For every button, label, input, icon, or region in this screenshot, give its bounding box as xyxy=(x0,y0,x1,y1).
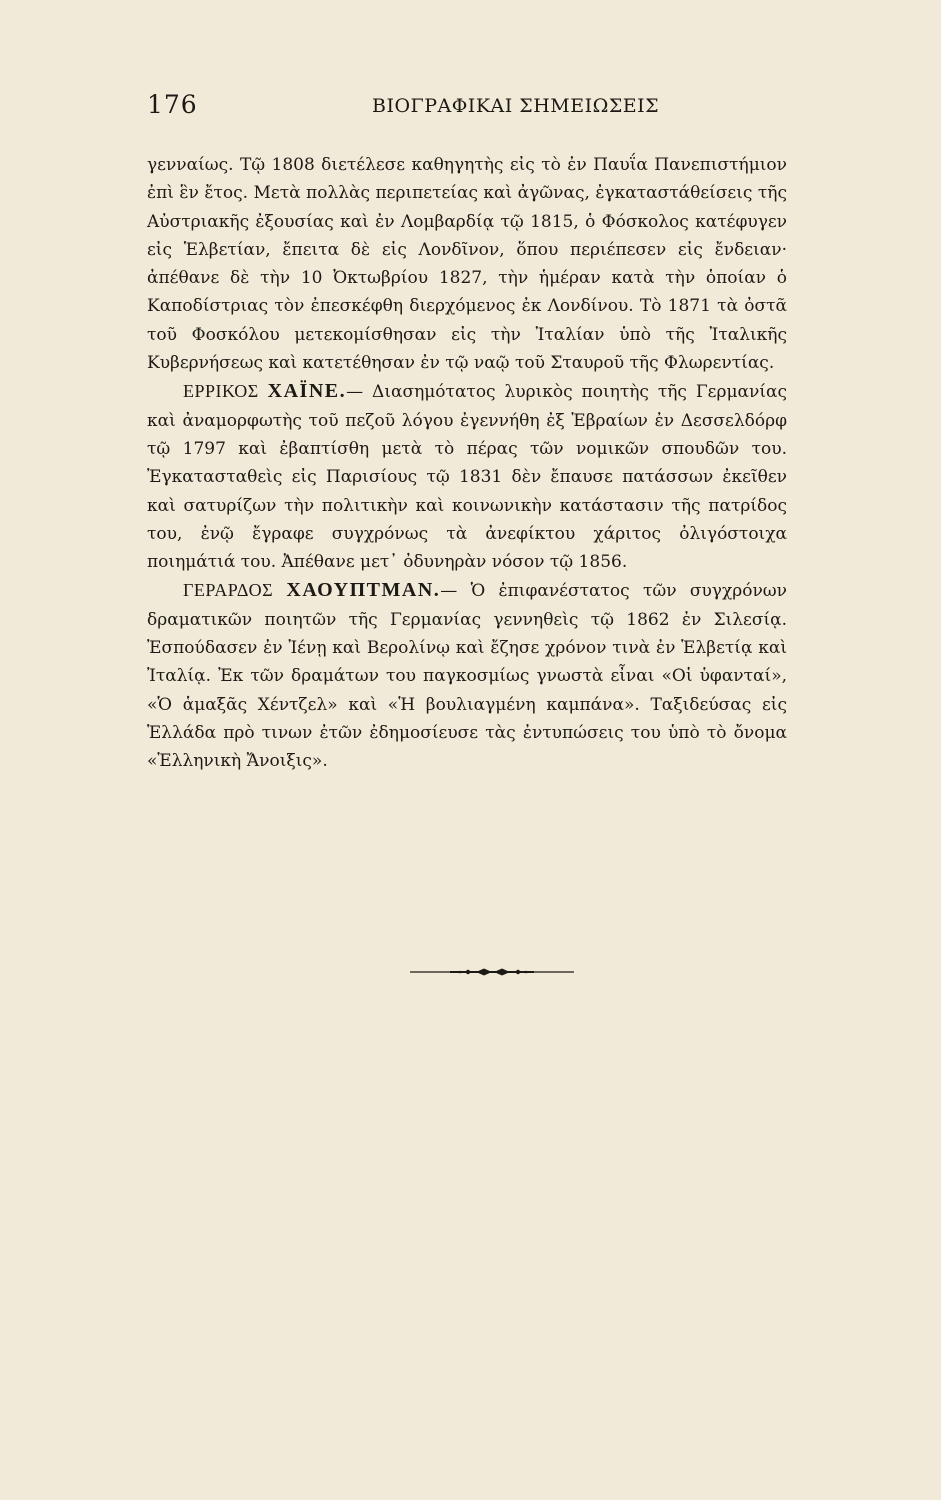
ornament-rule-icon xyxy=(410,967,574,977)
entry-text: — Διασημότατος λυρικὸς ποιητὴς τῆς Γερμανίας καὶ ἀναμορφωτὴς τοῦ πεζοῦ λόγου ἐγεννήθη ἐξ Ἑβραίων ἐν Δεσσελδόρφ τῷ 1797 καὶ ἐβαπτίσθη μετὰ τὸ πέρας τῶν νομικῶν σπουδῶν του. Ἐγκατασταθεὶς εἰς Παρισίους τῷ 1831 δὲν ἔπαυσε πατάσσων ἐκεῖθεν καὶ σατυρίζων τὴν πολιτικὴν καὶ κοινωνικὴν κατάστασιν τῆς πατρίδος του, ἐνῷ ἔγραφε συγχρόνως τὰ ἀνεφίκτου χάριτος ὀλιγόστοιχα ποιημάτιά του. Ἀπέθανε μετ᾽ ὀδυνηρὰν νόσον τῷ 1856. xyxy=(147,382,787,573)
body-text xyxy=(147,151,787,776)
entry-hauptmann xyxy=(147,576,787,775)
page-header xyxy=(147,90,787,130)
page-number: 176 xyxy=(147,90,198,119)
entry-surname: ΧΑΪΝΕ. xyxy=(267,380,347,403)
running-title: ΒΙΟΓΡΑΦΙΚΑΙ ΣΗΜΕΙΩΣΕΙΣ xyxy=(372,95,660,117)
entry-heine xyxy=(147,377,787,576)
entry-given-name: ΕΡΡΙΚΟΣ xyxy=(183,381,259,402)
entry-surname: ΧΑΟΥΠΤΜΑΝ. xyxy=(286,579,441,602)
entry-text: — Ὁ ἐπιφανέστατος τῶν συγχρόνων δραματικῶν ποιητῶν τῆς Γερμανίας γεννηθεὶς τῷ 1862 ἐν Σιλεσίᾳ. Ἐσπούδασεν ἐν Ἰένῃ καὶ Βερολίνῳ καὶ ἔζησε χρόνον τινὰ ἐν Ἑλβετίᾳ καὶ Ἰταλίᾳ. Ἐκ τῶν δραμάτων του παγκοσμίως γνωστὰ εἶναι «Οἱ ὑφανταί», «Ὁ ἁμαξᾶς Χέντζελ» καὶ «Ἡ βουλιαγμένη καμπάνα». Ταξιδεύσας εἰς Ἑλλάδα πρὸ τινων ἐτῶν ἐδημοσίευσε τὰς ἐντυπώσεις του ὑπὸ τὸ ὄνομα «Ἑλληνικὴ Ἄνοιξις». xyxy=(147,581,788,772)
entry-given-name: ΓΕΡΑΡΔΟΣ xyxy=(183,580,274,601)
paragraph-foscolo-end: γενναίως. Τῷ 1808 διετέλεσε καθηγητὴς εἰς τὸ ἐν Παυΐα Πανεπιστήμιον ἐπὶ ἓν ἔτος. Μετὰ πολλὰς περιπετείας καὶ ἀγῶνας, ἐγκαταστάθείσεις τῆς Αὐστριακῆς ἐξουσίας καὶ ἐν Λομβαρδίᾳ τῷ 1815, ὁ Φόσκολος κατέφυγεν εἰς Ἑλβετίαν, ἔπειτα δὲ εἰς Λονδῖνον, ὅπου περιέπεσεν εἰς ἔνδειαν· ἀπέθανε δὲ τὴν 10 Ὀκτωβρίου 1827, τὴν ἡμέραν κατὰ τὴν ὁποίαν ὁ Καποδίστριας τὸν ἐπεσκέφθη διερχόμενος ἐκ Λονδίνου. Τὸ 1871 τὰ ὀστᾶ τοῦ Φοσκόλου μετεκομίσθησαν εἰς τὴν Ἰταλίαν ὑπὸ τῆς Ἰταλικῆς Κυβερνήσεως καὶ κατετέθησαν ἐν τῷ ναῷ τοῦ Σταυροῦ τῆς Φλωρεντίας. xyxy=(147,155,787,374)
